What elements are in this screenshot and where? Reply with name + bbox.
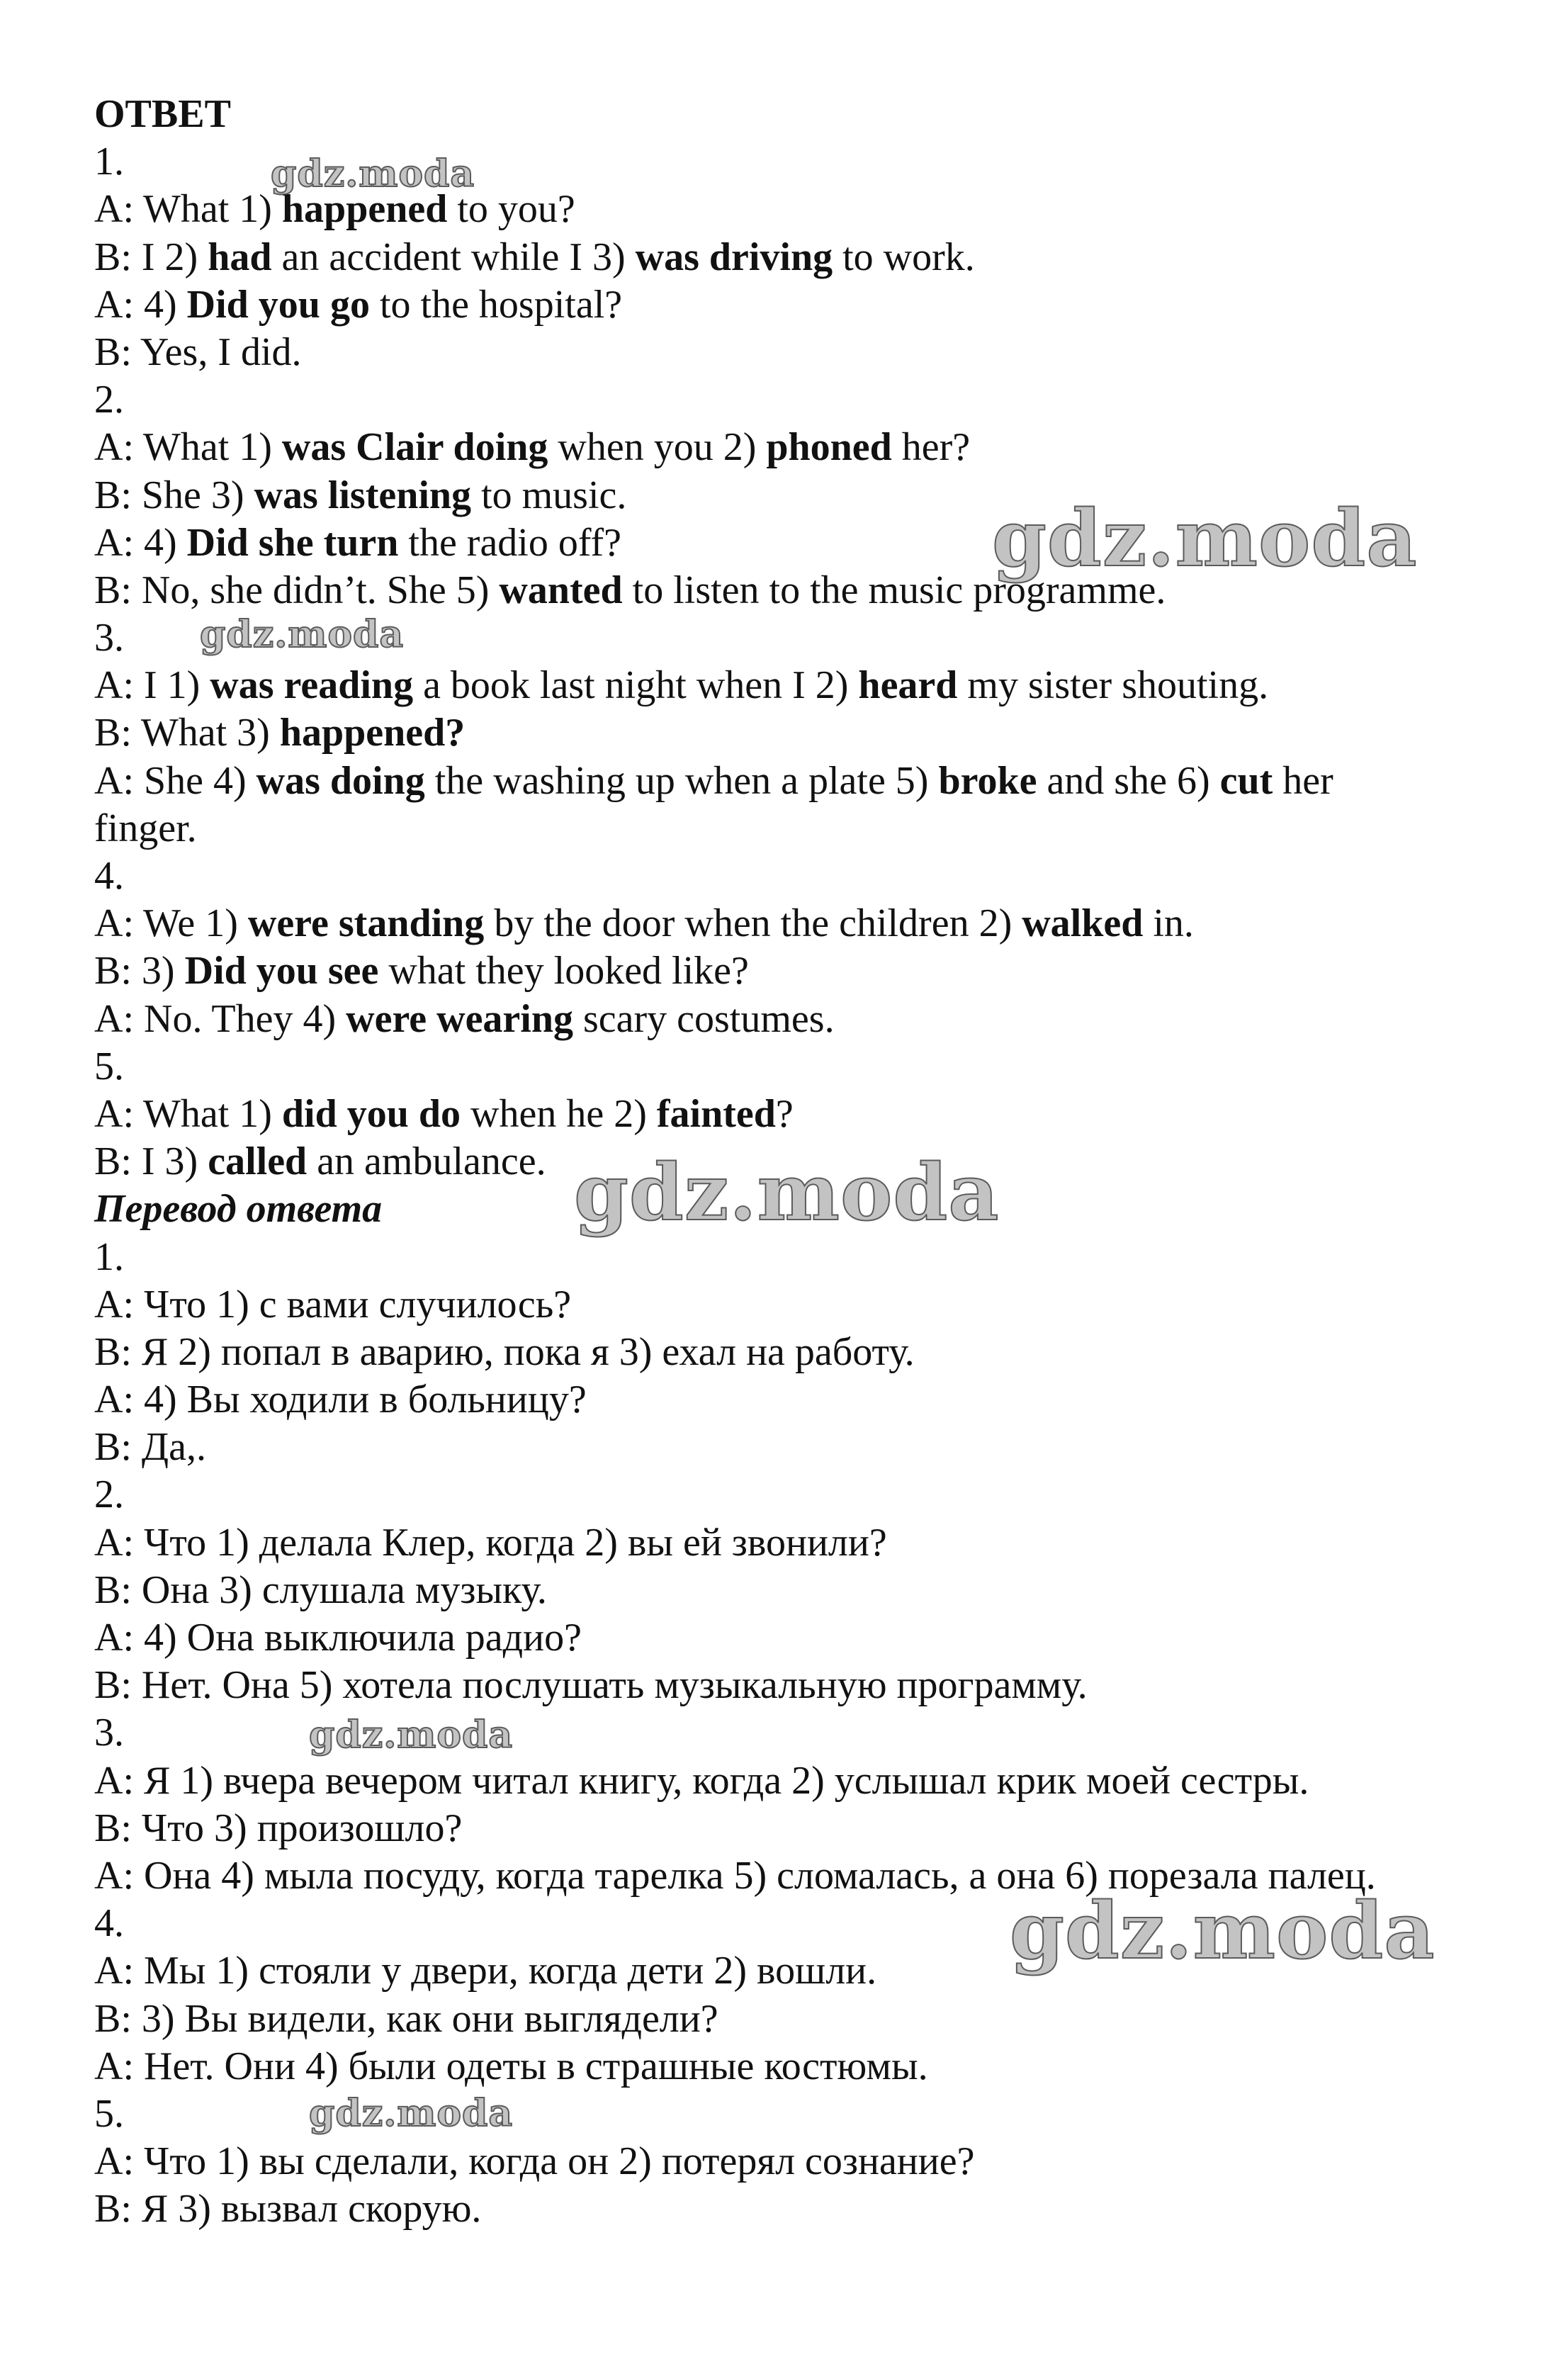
dialogue-text: B: No, she didn’t. She 5) — [94, 568, 500, 612]
dialogue-text: B: What 3) — [94, 711, 280, 755]
english-answers — [94, 138, 1511, 1186]
dialogue-text: A: 4) — [94, 520, 187, 565]
answer-verb: cut — [1219, 758, 1273, 803]
dialogue-text: to listen to the music programme. — [622, 568, 1166, 612]
dialogue-line — [94, 234, 1511, 281]
dialogue-line — [94, 996, 1511, 1043]
watermark: gdz.moda — [271, 152, 475, 196]
answer-heading: ОТВЕТ — [94, 92, 231, 136]
dialogue-text: in. — [1143, 901, 1194, 946]
answer-verb: were standing — [247, 901, 485, 946]
translation-line: A: Что 1) с вами случилось? — [94, 1282, 572, 1327]
dialogue-line — [94, 1091, 1511, 1138]
translation-line: B: Да,. — [94, 1425, 206, 1470]
dialogue-text: A: 4) — [94, 282, 187, 327]
translation-heading: Перевод ответа — [94, 1187, 383, 1232]
translation-line: A: Я 1) вчера вечером читал книгу, когда 2) услышал крик моей сестры. — [94, 1758, 1309, 1803]
dialogue-text: to work. — [833, 235, 975, 279]
dialogue-text: a book last night when I 2) — [413, 663, 859, 708]
dialogue-line — [94, 947, 1511, 995]
dialogue-text: B: Yes, I did. — [94, 330, 302, 374]
dialogue-text: A: What 1) — [94, 187, 282, 232]
section-number: 3. — [94, 616, 124, 660]
section-number: 4. — [94, 854, 124, 898]
dialogue-text: when he 2) — [461, 1091, 657, 1136]
dialogue-text: an accident while I 3) — [271, 235, 636, 279]
dialogue-text: the washing up when a plate 5) — [424, 758, 939, 803]
watermark: gdz.moda — [992, 492, 1418, 584]
answer-verb: was driving — [635, 235, 833, 279]
translation-line: B: Я 2) попал в аварию, пока я 3) ехал на работу. — [94, 1329, 915, 1374]
watermark: gdz.moda — [309, 1713, 514, 1757]
dialogue-text: A: I 1) — [94, 663, 210, 708]
answer-verb: phoned — [766, 425, 892, 470]
dialogue-text: A: What 1) — [94, 425, 282, 470]
dialogue-text: when you 2) — [548, 425, 767, 470]
dialogue-text: to you? — [447, 187, 575, 232]
section-number: 2. — [94, 1473, 124, 1517]
dialogue-text: B: 3) — [94, 949, 185, 993]
translation-line: B: Что 3) произошло? — [94, 1806, 463, 1850]
section-number: 2. — [94, 378, 124, 422]
dialogue-text: my sister shouting. — [957, 663, 1269, 708]
dialogue-line — [94, 805, 1511, 852]
section-number: 5. — [94, 2091, 124, 2136]
answer-verb: Did she turn — [186, 520, 399, 565]
dialogue-text: what they looked like? — [378, 949, 749, 993]
section-number: 5. — [94, 1044, 124, 1088]
dialogue-line — [94, 424, 1511, 471]
answer-verb: was reading — [210, 663, 414, 708]
translation-line: A: Что 1) вы сделали, когда он 2) потерял сознание? — [94, 2139, 975, 2184]
section-number: 1. — [94, 140, 124, 184]
dialogue-text: A: No. They 4) — [94, 996, 346, 1041]
dialogue-text: her? — [891, 425, 971, 470]
dialogue-line — [94, 281, 1511, 329]
answer-verb: was Clair doing — [281, 425, 548, 470]
answer-verb: wanted — [499, 568, 623, 612]
dialogue-text: the radio off? — [398, 520, 622, 565]
dialogue-text: to music. — [471, 473, 627, 517]
translation-line: A: Что 1) делала Клер, когда 2) вы ей звонили? — [94, 1520, 887, 1565]
answer-verb: Did you go — [186, 282, 370, 327]
answer-verb: fainted — [656, 1091, 776, 1136]
watermark: gdz.moda — [200, 613, 405, 656]
watermark: gdz.moda — [1010, 1885, 1436, 1976]
dialogue-text: by the door when the children 2) — [484, 901, 1022, 946]
dialogue-line — [94, 709, 1511, 757]
answer-verb: had — [208, 235, 272, 279]
translation-line: B: 3) Вы видели, как они выглядели? — [94, 1996, 718, 2041]
answer-verb: heard — [858, 663, 958, 708]
answer-verb: called — [208, 1139, 308, 1184]
answer-verb: were wearing — [346, 996, 573, 1041]
dialogue-line — [94, 758, 1511, 805]
answer-verb: broke — [938, 758, 1037, 803]
translation-line: A: 4) Она выключила радио? — [94, 1616, 582, 1660]
translation-line: A: Нет. Они 4) были одеты в страшные костюмы. — [94, 2044, 928, 2088]
russian-translation — [94, 1234, 1511, 2234]
dialogue-text: A: She 4) — [94, 758, 256, 803]
dialogue-text: to the hospital? — [369, 282, 623, 327]
answer-verb: was listening — [254, 473, 472, 517]
dialogue-text: scary costumes. — [573, 996, 835, 1041]
section-number: 3. — [94, 1711, 124, 1755]
translation-line: B: Она 3) слушала музыку. — [94, 1567, 547, 1612]
watermark: gdz.moda — [574, 1147, 1000, 1238]
translation-line: A: Мы 1) стояли у двери, когда дети 2) вошли. — [94, 1949, 877, 1993]
answer-verb: was doing — [256, 758, 425, 803]
dialogue-text: A: We 1) — [94, 901, 248, 946]
answer-verb: happened? — [279, 711, 466, 755]
dialogue-line — [94, 329, 1511, 376]
dialogue-line — [94, 662, 1511, 709]
dialogue-text: ? — [775, 1091, 794, 1136]
translation-line: A: 4) Вы ходили в больницу? — [94, 1378, 587, 1422]
translation-line: B: Я 3) вызвал скорую. — [94, 2187, 482, 2231]
translation-line: A: Она 4) мыла посуду, когда тарелка 5) сломалась, а она 6) порезала палец. — [94, 1853, 1376, 1898]
dialogue-text: her — [1273, 758, 1333, 803]
watermark: gdz.moda — [309, 2092, 514, 2135]
answer-verb: did you do — [281, 1091, 461, 1136]
dialogue-text: an ambulance. — [307, 1139, 546, 1184]
dialogue-text: A: What 1) — [94, 1091, 282, 1136]
dialogue-text: finger. — [94, 806, 197, 850]
dialogue-text: B: She 3) — [94, 473, 254, 517]
dialogue-line — [94, 900, 1511, 947]
dialogue-text: B: I 3) — [94, 1139, 208, 1184]
section-number: 1. — [94, 1234, 124, 1279]
answer-verb: happened — [281, 187, 448, 232]
dialogue-text: and she 6) — [1037, 758, 1220, 803]
translation-line: B: Нет. Она 5) хотела послушать музыкальную программу. — [94, 1663, 1088, 1708]
section-number: 4. — [94, 1901, 124, 1946]
answer-verb: walked — [1022, 901, 1144, 946]
answer-verb: Did you see — [184, 949, 379, 993]
dialogue-text: B: I 2) — [94, 235, 208, 279]
